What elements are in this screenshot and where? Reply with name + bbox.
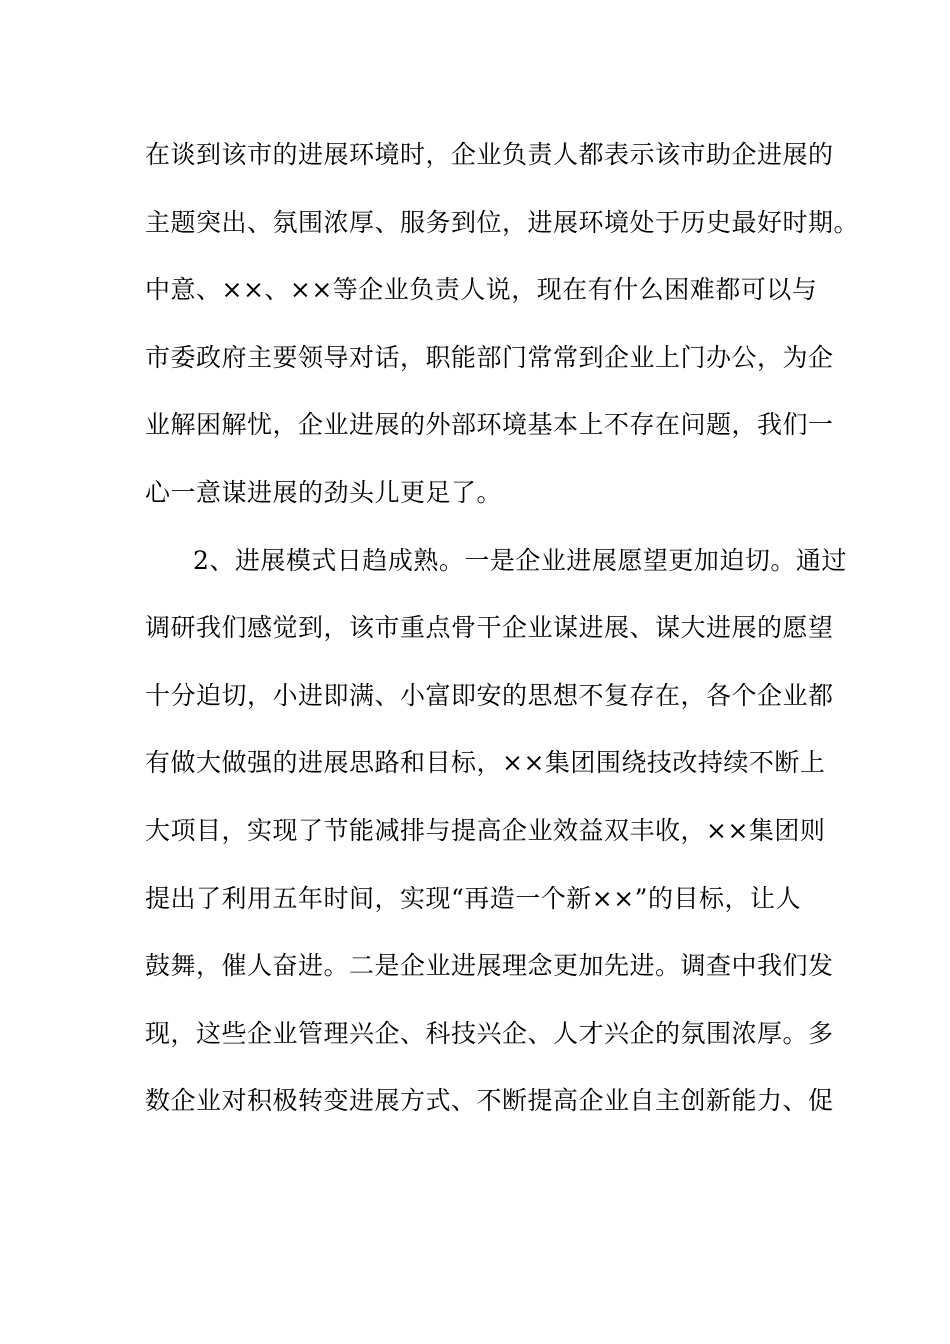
text-line: 有做大做强的进展思路和目标，××集团围绕技改持续不断上	[145, 748, 826, 778]
text-line: 在谈到该市的进展环境时，企业负责人都表示该市助企进展的	[145, 140, 834, 169]
text-line: 现，这些企业管理兴企、科技兴企、人才兴企的氛围浓厚。多	[145, 1018, 834, 1048]
text-line: 十分迫切，小进即满、小富即安的思想不复存在，各个企业都	[145, 680, 834, 710]
text-line: 心一意谋进展的劲头儿更足了。	[145, 477, 503, 507]
document-body	[145, 128, 860, 1142]
text-line: 大项目，实现了节能减排与提高企业效益双丰收，××集团则	[145, 815, 826, 845]
text-line: 中意、××、××等企业负责人说，现在有什么困难都可以与	[145, 275, 818, 305]
text-line: 提出了利用五年时间，实现“再造一个新××”的目标，让人	[145, 883, 801, 913]
text-line: 主题突出、氛围浓厚、服务到位，进展环境处于历史最好时期。	[145, 207, 860, 237]
text-line: 数企业对积极转变进展方式、不断提高企业自主创新能力、促	[145, 1086, 834, 1116]
text-line: 市委政府主要领导对话，职能部门常常到企业上门办公，为企	[145, 342, 834, 372]
text-line: 调研我们感觉到，该市重点骨干企业谋进展、谋大进展的愿望	[145, 613, 834, 643]
paragraph-start-line: 2、进展模式日趋成熟。一是企业进展愿望更加迫切。通过	[193, 545, 847, 575]
text-line: 鼓舞，催人奋进。二是企业进展理念更加先进。调查中我们发	[145, 951, 834, 981]
text-line: 业解困解忧，企业进展的外部环境基本上不存在问题，我们一	[145, 410, 834, 440]
